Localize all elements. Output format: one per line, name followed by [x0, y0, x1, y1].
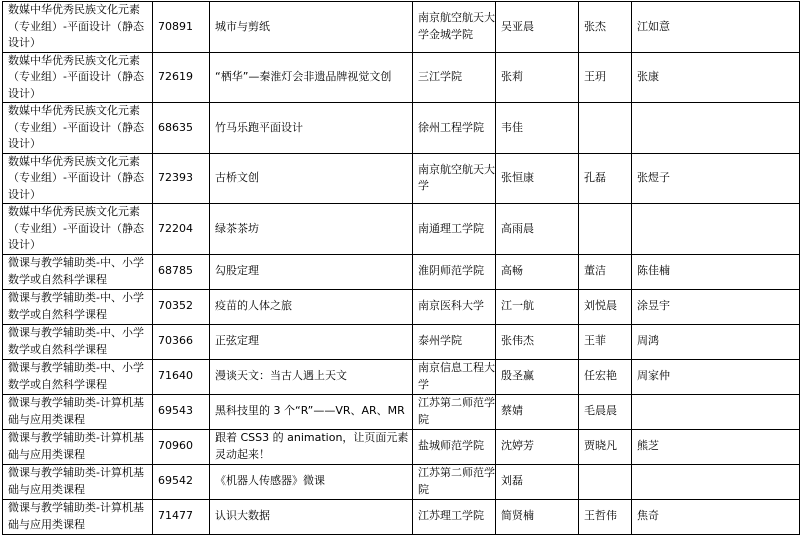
member-2-cell: 王哲伟 — [579, 499, 632, 534]
school-cell: 南京信息工程大学 — [413, 359, 496, 394]
school-cell: 徐州工程学院 — [413, 103, 496, 154]
school-cell: 淮阴师范学院 — [413, 254, 496, 289]
table-row — [3, 103, 800, 154]
member-3-cell: 焦奇 — [632, 499, 800, 534]
category-cell: 微课与教学辅助类-计算机基础与应用类课程 — [3, 464, 153, 499]
work-title-cell: 正弦定理 — [210, 324, 413, 359]
member-3-cell — [632, 103, 800, 154]
member-2-cell — [579, 464, 632, 499]
work-title-cell: 认识大数据 — [210, 499, 413, 534]
table-row — [3, 499, 800, 534]
category-cell: 微课与教学辅助类-中、小学数学或自然科学课程 — [3, 324, 153, 359]
category-cell: 微课与教学辅助类-中、小学数学或自然科学课程 — [3, 289, 153, 324]
category-cell: 数媒中华优秀民族文化元素（专业组）-平面设计（静态设计） — [3, 2, 153, 53]
table-row — [3, 2, 800, 53]
table-row — [3, 289, 800, 324]
table-row — [3, 324, 800, 359]
category-cell: 微课与教学辅助类-计算机基础与应用类课程 — [3, 499, 153, 534]
work-id-cell: 70960 — [153, 429, 210, 464]
work-id-cell: 72204 — [153, 204, 210, 255]
member-2-cell — [579, 103, 632, 154]
category-cell: 微课与教学辅助类-中、小学数学或自然科学课程 — [3, 359, 153, 394]
member-1-cell: 张伟杰 — [496, 324, 579, 359]
member-1-cell: 简贤楠 — [496, 499, 579, 534]
member-3-cell — [632, 204, 800, 255]
school-cell: 江苏理工学院 — [413, 499, 496, 534]
member-2-cell: 孔磊 — [579, 153, 632, 204]
member-3-cell — [632, 394, 800, 429]
member-3-cell: 熊芝 — [632, 429, 800, 464]
table-row — [3, 429, 800, 464]
work-id-cell: 68635 — [153, 103, 210, 154]
work-id-cell: 70352 — [153, 289, 210, 324]
member-2-cell: 张杰 — [579, 2, 632, 53]
member-3-cell: 涂昱宇 — [632, 289, 800, 324]
member-2-cell: 刘悦晨 — [579, 289, 632, 324]
school-cell: 江苏第二师范学院 — [413, 464, 496, 499]
work-id-cell: 72393 — [153, 153, 210, 204]
member-3-cell: 江如意 — [632, 2, 800, 53]
member-2-cell: 贾晓凡 — [579, 429, 632, 464]
work-title-cell: “栖华”—秦淮灯会非遗品牌视觉文创 — [210, 52, 413, 103]
work-title-cell: 漫谈天文：当古人遇上天文 — [210, 359, 413, 394]
member-2-cell: 王菲 — [579, 324, 632, 359]
school-cell: 南京航空航天大学金城学院 — [413, 2, 496, 53]
member-2-cell: 任宏艳 — [579, 359, 632, 394]
work-title-cell: 疫苗的人体之旅 — [210, 289, 413, 324]
member-3-cell: 周鸿 — [632, 324, 800, 359]
category-cell: 微课与教学辅助类-中、小学数学或自然科学课程 — [3, 254, 153, 289]
member-1-cell: 张莉 — [496, 52, 579, 103]
work-title-cell: 绿茶茶坊 — [210, 204, 413, 255]
school-cell: 江苏第二师范学院 — [413, 394, 496, 429]
work-title-cell: 古桥文创 — [210, 153, 413, 204]
school-cell: 南京航空航天大学 — [413, 153, 496, 204]
work-title-cell: 竹马乐跑平面设计 — [210, 103, 413, 154]
table-row — [3, 464, 800, 499]
category-cell: 微课与教学辅助类-计算机基础与应用类课程 — [3, 394, 153, 429]
table-row — [3, 204, 800, 255]
work-id-cell: 68785 — [153, 254, 210, 289]
work-id-cell: 69543 — [153, 394, 210, 429]
member-1-cell: 蔡婧 — [496, 394, 579, 429]
work-id-cell: 71477 — [153, 499, 210, 534]
school-cell: 南通理工学院 — [413, 204, 496, 255]
table-row — [3, 153, 800, 204]
category-cell: 数媒中华优秀民族文化元素（专业组）-平面设计（静态设计） — [3, 52, 153, 103]
table-row — [3, 394, 800, 429]
member-1-cell: 高雨晨 — [496, 204, 579, 255]
member-1-cell: 刘磊 — [496, 464, 579, 499]
work-id-cell: 69542 — [153, 464, 210, 499]
member-1-cell: 高畅 — [496, 254, 579, 289]
school-cell: 泰州学院 — [413, 324, 496, 359]
work-title-cell: 跟着 CSS3 的 animation，让页面元素灵动起来！ — [210, 429, 413, 464]
member-1-cell: 江一航 — [496, 289, 579, 324]
member-2-cell: 董洁 — [579, 254, 632, 289]
member-1-cell: 吴亚晨 — [496, 2, 579, 53]
member-3-cell: 周家仲 — [632, 359, 800, 394]
member-1-cell: 殷圣赢 — [496, 359, 579, 394]
work-id-cell: 70366 — [153, 324, 210, 359]
member-3-cell — [632, 464, 800, 499]
school-cell: 三江学院 — [413, 52, 496, 103]
table-row — [3, 254, 800, 289]
school-cell: 南京医科大学 — [413, 289, 496, 324]
member-3-cell: 陈佳楠 — [632, 254, 800, 289]
table-row — [3, 52, 800, 103]
member-1-cell: 韦佳 — [496, 103, 579, 154]
member-2-cell: 王玥 — [579, 52, 632, 103]
category-cell: 数媒中华优秀民族文化元素（专业组）-平面设计（静态设计） — [3, 103, 153, 154]
work-id-cell: 70891 — [153, 2, 210, 53]
category-cell: 数媒中华优秀民族文化元素（专业组）-平面设计（静态设计） — [3, 204, 153, 255]
work-title-cell: 城市与剪纸 — [210, 2, 413, 53]
member-3-cell: 张煜子 — [632, 153, 800, 204]
school-cell: 盐城师范学院 — [413, 429, 496, 464]
member-1-cell: 沈婷芳 — [496, 429, 579, 464]
work-title-cell: 黑科技里的 3 个“R”——VR、AR、MR — [210, 394, 413, 429]
member-3-cell: 张康 — [632, 52, 800, 103]
work-id-cell: 71640 — [153, 359, 210, 394]
results-table — [2, 1, 800, 535]
member-1-cell: 张恒康 — [496, 153, 579, 204]
category-cell: 微课与教学辅助类-计算机基础与应用类课程 — [3, 429, 153, 464]
member-2-cell: 毛晨晨 — [579, 394, 632, 429]
work-title-cell: 《机器人传感器》微课 — [210, 464, 413, 499]
table-row — [3, 359, 800, 394]
work-id-cell: 72619 — [153, 52, 210, 103]
category-cell: 数媒中华优秀民族文化元素（专业组）-平面设计（静态设计） — [3, 153, 153, 204]
results-table-body — [3, 2, 800, 535]
member-2-cell — [579, 204, 632, 255]
work-title-cell: 勾股定理 — [210, 254, 413, 289]
results-table-container — [2, 1, 800, 535]
